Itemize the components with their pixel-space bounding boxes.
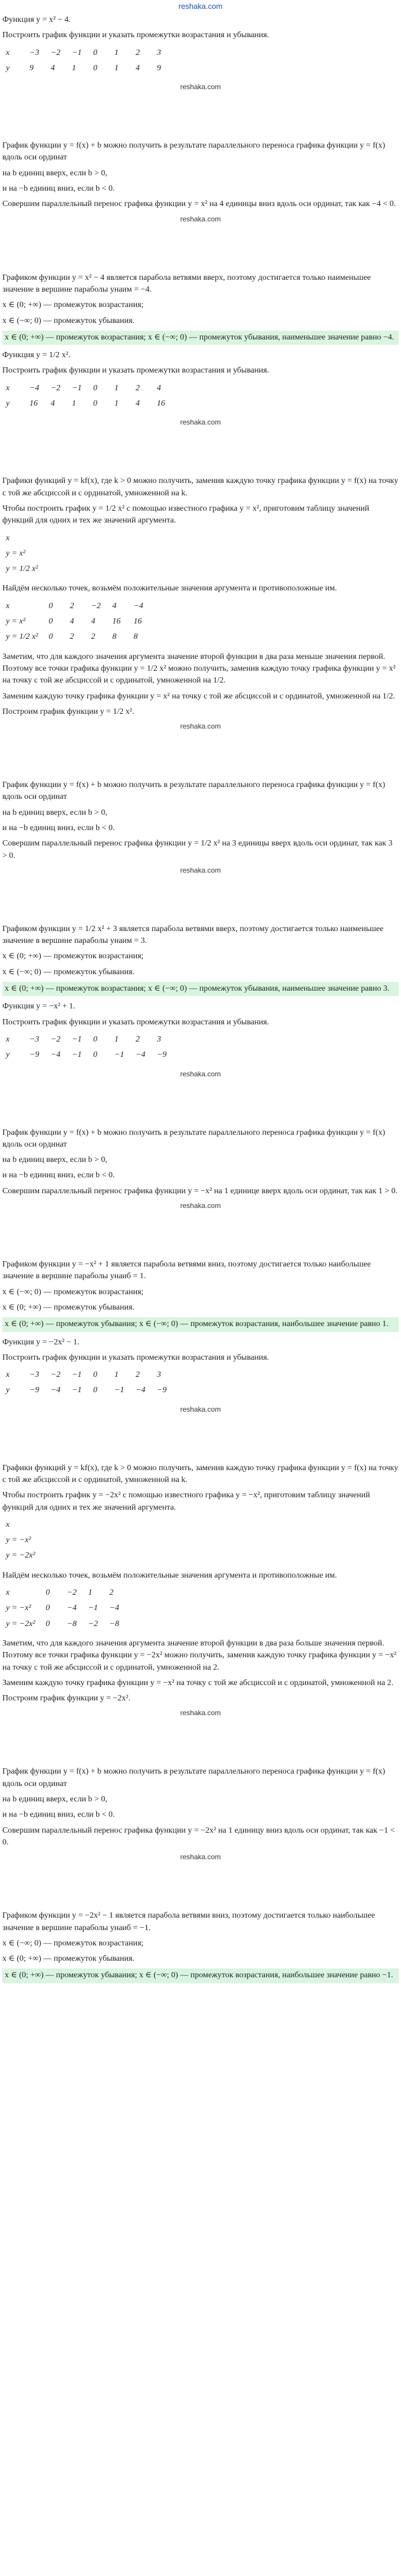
table-row [2, 1617, 127, 1632]
table-row [2, 1047, 175, 1063]
watermark: reshaka.com [180, 1853, 221, 1862]
table-cell: −1 [114, 1050, 124, 1060]
table-row [2, 381, 175, 396]
table-cell: −1 [72, 1034, 82, 1044]
paragraph: и на −b единиц вниз, если b < 0. [2, 1171, 115, 1180]
paragraph: Чтобы построить график y = 1/2 x² с помощью известного графика y = x², приготовим таблицу значений функций для одних и тех же значений аргумента. [2, 504, 370, 525]
value-table [2, 381, 175, 412]
table-cell: y [6, 1050, 10, 1060]
table-cell: 16 [133, 617, 142, 626]
table-cell: −3 [29, 48, 40, 57]
table-cell: y = 1/2 x² [6, 564, 38, 574]
table-row [2, 1533, 42, 1548]
watermark: reshaka.com [180, 1202, 221, 1210]
table-row [2, 561, 45, 577]
graph-placeholder [2, 214, 399, 271]
paragraph: Заменим каждую точку графика функции y = −x² на точку с той же абсциссой и с ординатой, умноженной на 2. [2, 1678, 394, 1687]
table-cell: −8 [109, 1619, 119, 1628]
paragraph: на b единиц вверх, если b > 0, [2, 168, 107, 178]
paragraph: Графиком функции y = −x² + 1 является парабола ветвями вниз, поэтому достигается только наибольшее значение в вершине параболы yнаиб = 1. [2, 1260, 371, 1281]
table-cell: x [6, 601, 10, 610]
watermark: reshaka.com [180, 1709, 221, 1718]
table-cell: −4 [51, 1050, 61, 1060]
table-cell: 1 [114, 399, 119, 409]
paragraph: Построить график функции и указать промежутки возрастания и убывания. [2, 1353, 269, 1362]
table-cell: 0 [93, 63, 97, 73]
table-cell: −1 [114, 1386, 124, 1395]
table-cell: −1 [72, 1370, 82, 1380]
watermark: reshaka.com [180, 214, 221, 223]
table-cell: 2 [109, 1588, 114, 1598]
table-row [2, 45, 175, 61]
table-cell: 2 [136, 1370, 140, 1380]
table-cell: 2 [136, 383, 140, 393]
table-cell: x [6, 48, 10, 57]
table-cell: y = −x² [6, 1536, 31, 1545]
table-cell: −4 [133, 601, 143, 610]
paragraph: на b единиц вверх, если b > 0, [2, 808, 107, 817]
graph-placeholder [2, 1852, 399, 1909]
table-cell: −2 [51, 1034, 61, 1044]
watermark: reshaka.com [180, 83, 221, 92]
table-cell: x [6, 383, 10, 393]
graph-placeholder [2, 82, 399, 139]
value-table [2, 1585, 127, 1632]
paragraph: Функция y = x² − 4. [2, 15, 71, 24]
table-cell: 4 [136, 399, 140, 409]
table-cell: y = −x² [6, 1604, 31, 1613]
table-cell: 0 [93, 399, 97, 409]
paragraph: Функция y = −2x² − 1. [2, 1337, 80, 1347]
table-row [2, 1517, 42, 1533]
table-cell: −2 [51, 383, 61, 393]
table-cell: −4 [67, 1604, 77, 1613]
table-row [2, 614, 151, 629]
table-cell: −3 [29, 1370, 40, 1380]
paragraph: Заменим каждую точку графика функции y = x² на точку с той же абсциссой и с ординатой, умноженной на 1/2. [2, 691, 396, 701]
table-cell: 0 [45, 1604, 50, 1613]
paragraph: x ∈ (−∞; 0) — промежуток возрастания; [2, 1287, 144, 1297]
table-cell: x [6, 1034, 10, 1044]
table-cell: 0 [48, 601, 53, 610]
watermark: reshaka.com [180, 418, 221, 427]
table-cell: −1 [88, 1604, 98, 1613]
table-cell: −9 [29, 1386, 40, 1395]
paragraph: x ∈ (−∞; 0) — промежуток убывания. [2, 316, 135, 325]
table-cell: 0 [45, 1588, 50, 1598]
table-cell: −1 [72, 1386, 82, 1395]
paragraph: Графики функций y = kf(x), где k > 0 можно получить, заменив каждую точку графика функции y = f(x) на точку с той же абсциссой и с ординатой, умноженной на k. [2, 1463, 399, 1484]
paragraph: График функции y = f(x) + b можно получить в результате параллельного переноса графика функции y = f(x) вдоль оси ординат [2, 1128, 386, 1149]
table-cell: −4 [51, 1386, 61, 1395]
table-cell: 4 [51, 399, 55, 409]
graph-placeholder [2, 1069, 399, 1126]
table-cell: −1 [72, 383, 82, 393]
table-cell: −4 [29, 383, 40, 393]
value-table [2, 599, 151, 645]
table-cell: 0 [48, 617, 53, 626]
table-cell: x [6, 1588, 10, 1598]
paragraph: и на −b единиц вниз, если b < 0. [2, 1810, 115, 1820]
table-cell: 16 [29, 399, 38, 409]
table-cell: 4 [51, 63, 55, 73]
table-cell: −3 [29, 1034, 40, 1044]
table-cell: −2 [67, 1588, 77, 1598]
table-cell: 0 [93, 48, 97, 57]
solution-content [0, 14, 401, 2012]
table-cell: y = x² [6, 548, 26, 558]
table-cell: −2 [91, 601, 101, 610]
table-row [2, 1601, 127, 1616]
paragraph: Графиком функции y = −2x² − 1 является парабола ветвями вниз, поэтому достигается только наибольшее значение в вершине параболы yнаиб = −1. [2, 1911, 375, 1932]
value-table [2, 1517, 42, 1564]
table-row [2, 1548, 42, 1563]
site-title[interactable]: reshaka.com [178, 2, 223, 11]
table-cell: −9 [29, 1050, 40, 1060]
paragraph: Найдём несколько точек, возьмём положительные значения аргумента и противоположные им. [2, 584, 337, 593]
graph-placeholder [2, 1708, 399, 1765]
value-table [2, 531, 45, 577]
table-row [2, 599, 151, 614]
table-cell: y [6, 399, 10, 409]
paragraph: Совершим параллельный перенос графика функции y = x² на 4 единицы вниз вдоль оси ординат, так как −4 < 0. [2, 200, 396, 209]
table-cell: −4 [136, 1050, 146, 1060]
table-cell: 1 [114, 383, 119, 393]
table-cell: −8 [67, 1619, 77, 1628]
paragraph: Построить график функции и указать промежутки возрастания и убывания. [2, 1017, 269, 1027]
table-cell: 2 [70, 632, 74, 642]
watermark: reshaka.com [180, 1405, 221, 1413]
table-cell: 1 [114, 48, 119, 57]
table-cell: 4 [70, 617, 74, 626]
table-cell: 16 [112, 617, 121, 626]
table-cell: 4 [112, 601, 117, 610]
table-cell: 1 [72, 399, 76, 409]
paragraph: График функции y = f(x) + b можно получить в результате параллельного переноса графика функции y = f(x) вдоль оси ординат [2, 141, 386, 162]
table-cell: y [6, 63, 10, 73]
answer-text: x ∈ (0; +∞) — промежуток убывания; x ∈ (−∞; 0) — промежуток возрастания, наибольшее значение равно 1. [2, 1317, 399, 1331]
watermark: reshaka.com [180, 722, 221, 731]
table-cell: 2 [91, 632, 96, 642]
paragraph: x ∈ (0; +∞) — промежуток возрастания; [2, 301, 144, 310]
table-cell: 0 [93, 1034, 97, 1044]
table-row [2, 396, 175, 412]
table-cell: 9 [157, 63, 161, 73]
table-row [2, 1383, 175, 1398]
paragraph: Заметим, что для каждого значения аргумента значение второй функции в два раза меньше значения первой. Поэтому все точки графика функции y = 1/2 x² можно получить, заменив каждую точку графика функции y = x² на точку с той же абсциссой и с ординатой, умноженной на 1/2. [2, 652, 396, 685]
watermark: reshaka.com [180, 1069, 221, 1078]
paragraph: x ∈ (−∞; 0) — промежуток убывания. [2, 967, 135, 977]
table-cell: −2 [51, 1370, 61, 1380]
paragraph: Совершим параллельный перенос графика функции y = 1/2 x² на 3 единицы вверх вдоль оси ординат, так как 3 > 0. [2, 839, 393, 860]
table-cell: −2 [88, 1619, 98, 1628]
paragraph: x ∈ (0; +∞) — промежуток убывания. [2, 1302, 135, 1312]
graph-placeholder [2, 1405, 399, 1461]
table-cell: x [6, 533, 10, 543]
table-cell: y = −2x² [6, 1619, 35, 1628]
table-cell: y = 1/2 x² [6, 632, 38, 642]
paragraph: Графиком функции y = 1/2 x² + 3 является парабола ветвями вверх, поэтому достигается только наименьшее значение в вершине параболы yнаим = 3. [2, 924, 384, 946]
table-cell: −1 [72, 1050, 82, 1060]
table-cell: −9 [157, 1386, 167, 1395]
paragraph: Графиком функции y = x² − 4 является парабола ветвями вверх, поэтому достигается только наименьшее значение в вершине параболы yнаим = −4. [2, 273, 371, 294]
table-cell: 3 [157, 48, 161, 57]
table-cell: 0 [93, 1050, 97, 1060]
table-cell: 1 [114, 1370, 119, 1380]
paragraph: Графики функций y = kf(x), где k > 0 можно получить, заменив каждую точку графика функции y = f(x) на точку с той же абсциссой и с ординатой, умноженной на k. [2, 476, 399, 498]
table-row [2, 629, 151, 645]
paragraph: Совершим параллельный перенос графика функции y = −x² на 1 единице вверх вдоль оси ординат, так как 1 > 0. [2, 1186, 398, 1196]
paragraph: Совершим параллельный перенос графика функции y = −2x² на 1 единицу вниз вдоль оси ординат, так как −1 < 0. [2, 1826, 395, 1847]
table-row [2, 546, 45, 561]
table-cell: 1 [88, 1588, 93, 1598]
table-cell: 4 [157, 383, 161, 393]
paragraph: Заметим, что для каждого значения аргумента значение второй функции в два раза больше значения первой. Поэтому все точки графика функции y = −2x² можно получить, заменив каждую точку графика функции y = −x² на точку с той же абсциссой и с ординатой, умноженной на 2. [2, 1638, 397, 1672]
table-row [2, 1585, 127, 1601]
table-cell: 1 [114, 1034, 119, 1044]
table-cell: 8 [112, 632, 117, 642]
table-cell: 0 [45, 1619, 50, 1628]
paragraph: Функция y = −x² + 1. [2, 1002, 75, 1011]
paragraph: Построим график функции y = 1/2 x². [2, 707, 134, 716]
value-table [2, 45, 175, 77]
table-cell: −9 [157, 1050, 167, 1060]
table-cell: −4 [109, 1604, 119, 1613]
table-cell: 2 [70, 601, 74, 610]
value-table [2, 1367, 175, 1399]
answer-text: x ∈ (0; +∞) — промежуток возрастания; x ∈ (−∞; 0) — промежуток убывания, наименьшее значение равно −4. [2, 331, 399, 345]
table-cell: y [6, 1386, 10, 1395]
value-table [2, 1032, 175, 1063]
paragraph: Найдём несколько точек, возьмём положительные значения аргумента и противоположные им. [2, 1571, 337, 1580]
answer-text: x ∈ (0; +∞) — промежуток убывания; x ∈ (−∞; 0) — промежуток возрастания, наибольшее значение равно −1. [2, 1968, 399, 1983]
table-row [2, 531, 45, 546]
table-cell: 0 [93, 1386, 97, 1395]
table-cell: 8 [133, 632, 138, 642]
table-cell: 0 [93, 383, 97, 393]
table-cell: 2 [136, 48, 140, 57]
table-cell: 4 [91, 617, 96, 626]
table-cell: 9 [29, 63, 34, 73]
graph-placeholder [2, 866, 399, 922]
table-cell: x [6, 1520, 10, 1529]
paragraph: Построим график функции y = −2x². [2, 1694, 131, 1703]
table-cell: 2 [136, 1034, 140, 1044]
paragraph: x ∈ (0; +∞) — промежуток возрастания; [2, 952, 144, 961]
table-cell: −4 [136, 1386, 146, 1395]
answer-text: x ∈ (0; +∞) — промежуток возрастания; x ∈ (−∞; 0) — промежуток убывания, наименьшее значение равно 3. [2, 982, 399, 996]
table-cell: 0 [93, 1370, 97, 1380]
table-cell: 1 [72, 63, 76, 73]
table-cell: 4 [136, 63, 140, 73]
graph-placeholder [2, 1201, 399, 1258]
table-cell: 0 [48, 632, 53, 642]
paragraph: Функция y = 1/2 x². [2, 351, 71, 360]
paragraph: x ∈ (−∞; 0) — промежуток возрастания; [2, 1938, 144, 1948]
table-cell: y = −2x² [6, 1551, 35, 1560]
table-cell: 16 [157, 399, 165, 409]
table-cell: −1 [72, 48, 82, 57]
paragraph: Чтобы построить график y = −2x² с помощью известного графика y = −x², приготовим таблицу значений функций для одних и тех же значений аргумента. [2, 1491, 370, 1512]
paragraph: График функции y = f(x) + b можно получить в результате параллельного переноса графика функции y = f(x) вдоль оси ординат [2, 781, 386, 802]
table-cell: 3 [157, 1370, 161, 1380]
table-row [2, 1032, 175, 1047]
paragraph: на b единиц вверх, если b > 0, [2, 1155, 107, 1165]
paragraph: Построить график функции и указать промежутки возрастания и убывания. [2, 366, 269, 376]
paragraph: на b единиц вверх, если b > 0, [2, 1795, 107, 1804]
table-cell: x [6, 1370, 10, 1380]
paragraph: и на −b единиц вниз, если b < 0. [2, 184, 115, 194]
paragraph: и на −b единиц вниз, если b < 0. [2, 823, 115, 832]
watermark: reshaka.com [180, 866, 221, 874]
table-cell: −2 [51, 48, 61, 57]
table-cell: 3 [157, 1034, 161, 1044]
paragraph: Построить график функции и указать промежутки возрастания и убывания. [2, 31, 269, 40]
table-cell: y = x² [6, 617, 26, 626]
paragraph: График функции y = f(x) + b можно получить в результате параллельного переноса графика функции y = f(x) вдоль оси ординат [2, 1767, 386, 1788]
table-cell: 1 [114, 63, 119, 73]
paragraph: x ∈ (0; +∞) — промежуток убывания. [2, 1954, 135, 1964]
graph-placeholder [2, 721, 399, 778]
table-row [2, 61, 175, 76]
graph-placeholder [2, 417, 399, 474]
table-row [2, 1367, 175, 1383]
